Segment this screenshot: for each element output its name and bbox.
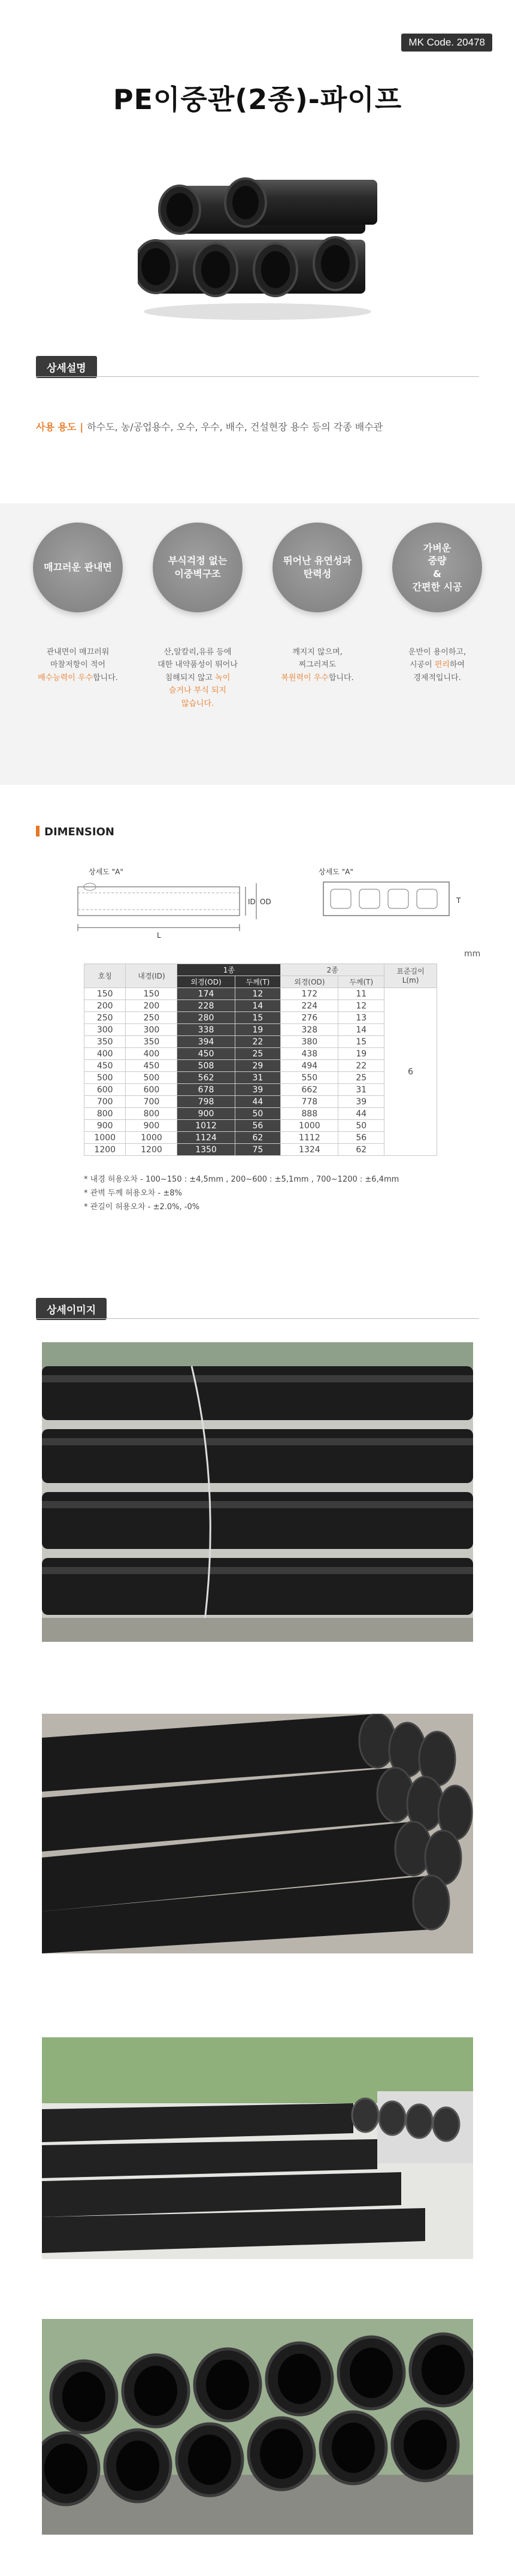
table-cell: 494	[281, 1060, 338, 1072]
tolerance-notes	[84, 1173, 399, 1214]
usage-separator: |	[80, 421, 84, 433]
feature-desc-highlight: 배수능력이 우수	[38, 673, 93, 682]
detail-photo-3	[42, 2037, 473, 2259]
table-unit: mm	[464, 949, 481, 959]
table-cell: 900	[126, 1120, 177, 1132]
table-cell: 31	[338, 1084, 384, 1096]
table-cell: 172	[281, 988, 338, 1000]
feature-desc-highlight: 복원력이 우수	[281, 673, 329, 682]
table-row	[84, 1120, 437, 1132]
diagram-id-label: ID	[248, 898, 256, 906]
note-line: * 관길이 허용오차 - ±2.0%, -0%	[84, 1202, 200, 1212]
table-row	[84, 1072, 437, 1084]
table-cell: 1112	[281, 1132, 338, 1144]
table-cell: 798	[177, 1096, 235, 1108]
feature-desc-text: 하여 경제적입니다.	[413, 660, 465, 682]
table-row	[84, 1132, 437, 1144]
table-cell: 600	[84, 1084, 126, 1096]
table-cell: 1324	[281, 1144, 338, 1156]
table-cell: 1000	[84, 1132, 126, 1144]
table-cell: 29	[235, 1060, 281, 1072]
table-cell: 300	[126, 1024, 177, 1036]
table-cell: 250	[126, 1012, 177, 1024]
feature-desc-highlight: 녹이 슬거나 부식 되지 않습니다.	[168, 673, 231, 708]
table-cell: 174	[177, 988, 235, 1000]
table-cell: 662	[281, 1084, 338, 1096]
table-cell: 1124	[177, 1132, 235, 1144]
table-cell: 562	[177, 1072, 235, 1084]
table-cell: 150	[126, 988, 177, 1000]
usage-text: 하수도, 농/공업용수, 오수, 우수, 배수, 건설현장 용수 등의 각종 배수관	[87, 421, 383, 433]
feature-3	[263, 523, 371, 684]
table-cell: 1000	[126, 1132, 177, 1144]
table-cell: 300	[84, 1024, 126, 1036]
header-grade1: 1종	[177, 964, 281, 976]
table-cell: 400	[126, 1048, 177, 1060]
table-cell: 450	[126, 1060, 177, 1072]
table-cell: 50	[235, 1108, 281, 1120]
feature-description	[263, 646, 371, 684]
feature-desc-text: 깨지지 않으며, 찌그러져도	[292, 648, 343, 670]
table-cell: 778	[281, 1096, 338, 1108]
table-cell: 50	[338, 1120, 384, 1132]
table-cell: 700	[126, 1096, 177, 1108]
table-cell: 500	[84, 1072, 126, 1084]
table-cell: 39	[235, 1084, 281, 1096]
feature-circle: 매끄러운 관내면	[33, 523, 123, 612]
section-tab-images: 상세이미지	[36, 1298, 107, 1320]
header-inner: 내경(ID)	[126, 964, 177, 988]
table-row	[84, 1036, 437, 1048]
feature-1	[24, 523, 132, 684]
pipe-detail-diagram	[317, 876, 461, 924]
table-cell: 250	[84, 1012, 126, 1024]
section-divider	[36, 376, 479, 377]
diagram-label-left: 상세도 "A"	[89, 868, 123, 876]
detail-photo-1	[42, 1342, 473, 1642]
table-cell: 19	[235, 1024, 281, 1036]
table-cell: 25	[338, 1072, 384, 1084]
section-divider	[36, 1318, 479, 1319]
table-cell: 12	[235, 988, 281, 1000]
table-row	[84, 1108, 437, 1120]
table-cell: 450	[177, 1048, 235, 1060]
table-cell: 350	[84, 1036, 126, 1048]
table-cell: 888	[281, 1108, 338, 1120]
table-row	[84, 1048, 437, 1060]
header-grade2: 2종	[281, 964, 384, 976]
diagram-od-label: OD	[260, 898, 271, 906]
note-line: * 내경 허용오차 - 100~150 : ±4,5mm , 200~600 : ±5,1mm , 700~1200 : ±6,4mm	[84, 1175, 399, 1184]
feature-4	[383, 523, 491, 684]
table-cell: 44	[338, 1108, 384, 1120]
table-cell: 150	[84, 988, 126, 1000]
table-row	[84, 988, 437, 1000]
table-cell: 22	[235, 1036, 281, 1048]
table-cell: 900	[84, 1120, 126, 1132]
pipe-side-diagram	[66, 875, 293, 941]
table-cell: 15	[338, 1036, 384, 1048]
table-cell: 224	[281, 1000, 338, 1012]
table-row	[84, 1000, 437, 1012]
usage-label: 사용 용도	[36, 421, 77, 433]
table-cell: 700	[84, 1096, 126, 1108]
table-cell: 508	[177, 1060, 235, 1072]
table-cell: 14	[338, 1024, 384, 1036]
page-title: PE이중관(2종)-파이프	[113, 83, 402, 116]
table-cell: 14	[235, 1000, 281, 1012]
table-cell: 328	[281, 1024, 338, 1036]
table-cell: 400	[84, 1048, 126, 1060]
table-cell: 200	[84, 1000, 126, 1012]
table-cell: 39	[338, 1096, 384, 1108]
spec-table-body	[84, 988, 437, 1156]
feature-description	[383, 646, 491, 684]
feature-description	[144, 646, 252, 710]
table-cell: 338	[177, 1024, 235, 1036]
usage-line	[36, 419, 383, 433]
table-row	[84, 1024, 437, 1036]
table-cell: 31	[235, 1072, 281, 1084]
table-cell: 900	[177, 1108, 235, 1120]
feature-2	[144, 523, 252, 710]
table-cell: 15	[235, 1012, 281, 1024]
table-cell: 550	[281, 1072, 338, 1084]
table-cell: 394	[177, 1036, 235, 1048]
table-cell: 22	[338, 1060, 384, 1072]
table-cell: 12	[338, 1000, 384, 1012]
section-tab-description: 상세설명	[36, 356, 97, 378]
table-cell: 678	[177, 1084, 235, 1096]
header-od-1: 외경(OD)	[177, 976, 235, 988]
hero-pipe-image	[138, 174, 389, 330]
feature-desc-text: 관내면이 매끄러워 마찰저항이 적어	[46, 648, 110, 670]
feature-circle: 뛰어난 유연성과 탄력성	[272, 523, 362, 612]
header-nominal: 호칭	[84, 964, 126, 988]
table-cell: 75	[235, 1144, 281, 1156]
diagram-l-label: L	[157, 931, 161, 940]
table-cell: 1350	[177, 1144, 235, 1156]
feature-desc-text: 운반이 용이하고, 시공이	[408, 648, 466, 670]
dimension-title: DIMENSION	[36, 826, 114, 838]
diagram-t-label: T	[456, 896, 461, 905]
table-cell: 438	[281, 1048, 338, 1060]
spec-table	[84, 964, 437, 1156]
table-cell: 276	[281, 1012, 338, 1024]
header-thickness-2: 두께(T)	[338, 976, 384, 988]
detail-photo-2	[42, 1714, 473, 1953]
table-cell: 25	[235, 1048, 281, 1060]
feature-desc-text: 합니다.	[328, 673, 354, 682]
table-cell: 11	[338, 988, 384, 1000]
table-cell: 600	[126, 1084, 177, 1096]
header-length: 표준길이 L(m)	[384, 964, 437, 988]
feature-desc-text: 합니다.	[93, 673, 118, 682]
table-cell: 350	[126, 1036, 177, 1048]
table-cell: 1000	[281, 1120, 338, 1132]
table-cell: 200	[126, 1000, 177, 1012]
table-cell: 13	[338, 1012, 384, 1024]
table-cell: 19	[338, 1048, 384, 1060]
table-cell: 500	[126, 1072, 177, 1084]
table-cell: 56	[338, 1132, 384, 1144]
table-cell: 450	[84, 1060, 126, 1072]
table-cell: 800	[84, 1108, 126, 1120]
table-cell: 800	[126, 1108, 177, 1120]
table-cell: 56	[235, 1120, 281, 1132]
table-cell: 44	[235, 1096, 281, 1108]
table-cell: 380	[281, 1036, 338, 1048]
table-cell: 1200	[126, 1144, 177, 1156]
table-row	[84, 1060, 437, 1072]
feature-desc-highlight: 편리	[434, 660, 450, 670]
table-cell-length: 6	[384, 988, 437, 1156]
detail-photo-4	[42, 2319, 473, 2535]
table-cell: 1012	[177, 1120, 235, 1132]
table-row	[84, 1012, 437, 1024]
table-cell: 228	[177, 1000, 235, 1012]
table-cell: 62	[338, 1144, 384, 1156]
diagram-label-right: 상세도 "A"	[319, 868, 353, 876]
mk-code-badge: MK Code. 20478	[401, 34, 492, 52]
table-cell: 280	[177, 1012, 235, 1024]
note-line: * 관벽 두께 허용오차 - ±8%	[84, 1188, 182, 1198]
header-thickness-1: 두께(T)	[235, 976, 281, 988]
table-cell: 62	[235, 1132, 281, 1144]
table-row	[84, 1144, 437, 1156]
feature-circle: 부식걱정 없는 이중벽구조	[153, 523, 243, 612]
table-row	[84, 1084, 437, 1096]
table-row	[84, 1096, 437, 1108]
feature-desc-text: 산,알칼리,유류 등에 대한 내약품성이 뛰어나 침해되지 않고	[157, 648, 238, 682]
header-od-2: 외경(OD)	[281, 976, 338, 988]
feature-description	[24, 646, 132, 684]
feature-circle: 가벼운 중량 & 간편한 시공	[392, 523, 482, 612]
table-cell: 1200	[84, 1144, 126, 1156]
